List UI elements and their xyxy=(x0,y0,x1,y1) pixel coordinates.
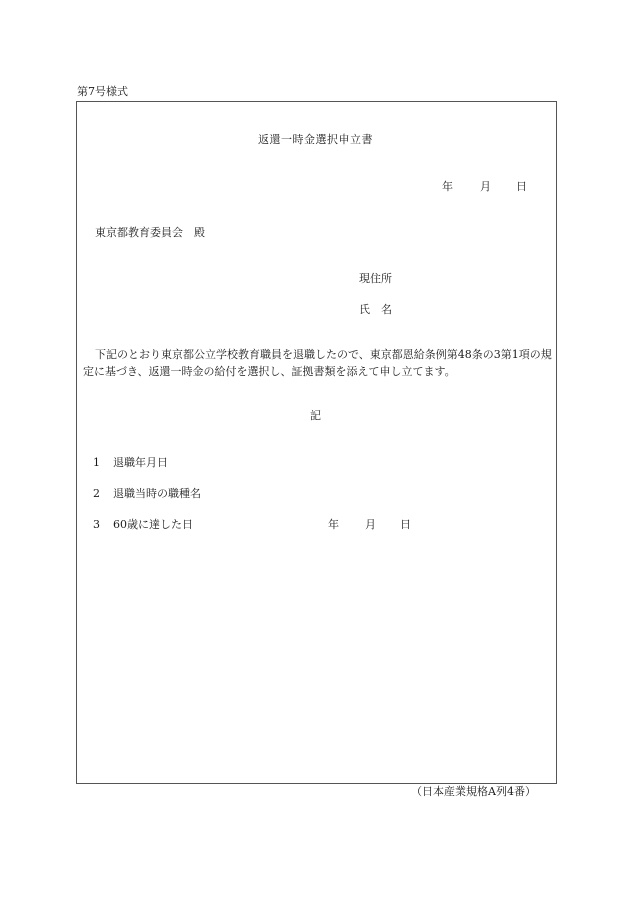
form-frame xyxy=(76,101,557,784)
name-label: 氏 名 xyxy=(359,303,392,316)
item-number: 1 xyxy=(93,456,100,469)
list-item xyxy=(93,519,193,530)
form-number: 第7号様式 xyxy=(77,85,128,98)
item-label-job-type: 退職当時の職種名 xyxy=(113,487,201,500)
item-number: 2 xyxy=(93,487,100,500)
item3-month-label: 月 xyxy=(365,518,376,531)
ki-heading: 記 xyxy=(310,409,321,422)
list-item xyxy=(93,457,168,468)
item-label-retirement-date: 退職年月日 xyxy=(113,456,168,469)
paper-size-note: （日本産業規格A列4番） xyxy=(411,785,536,798)
item3-day-label: 日 xyxy=(400,518,411,531)
item-label-age-60-date: 60歳に達した日 xyxy=(113,518,193,531)
item-number: 3 xyxy=(93,518,100,531)
date-year-label: 年 xyxy=(442,180,453,193)
addressee: 東京都教育委員会 殿 xyxy=(95,226,205,239)
address-label: 現住所 xyxy=(359,272,392,285)
body-paragraph: 下記のとおり東京都公立学校教育職員を退職したので、東京都恩給条例第48条の3第1項の規定に基づき、返還一時金の給付を選択し、証拠書類を添えて申し立てます。 xyxy=(83,348,552,378)
list-item xyxy=(93,488,201,499)
date-day-label: 日 xyxy=(516,180,527,193)
date-month-label: 月 xyxy=(480,180,491,193)
item3-year-label: 年 xyxy=(328,518,339,531)
form-title: 返還一時金選択申立書 xyxy=(258,133,373,146)
